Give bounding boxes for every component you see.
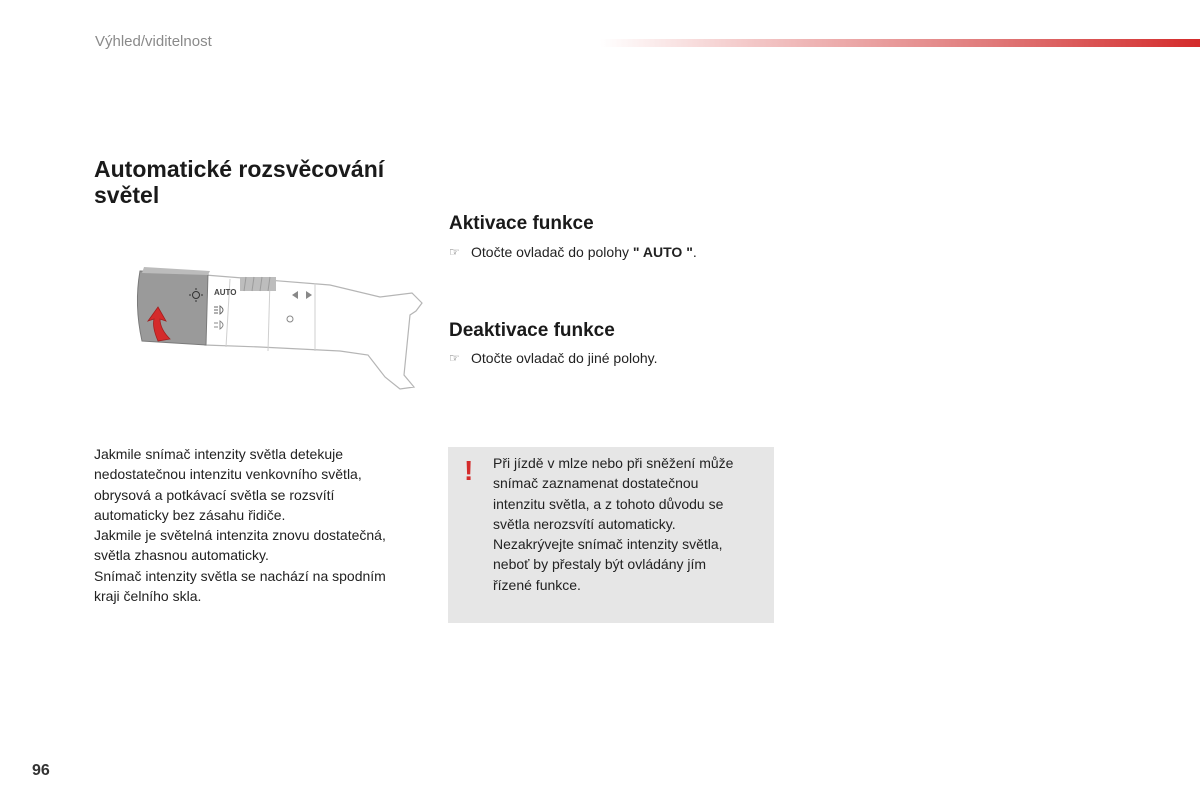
activation-step [449,244,697,260]
warning-exclamation-icon: ! [464,455,474,486]
warning-line: Nezakrývejte snímač intenzity světla, [493,536,723,553]
deactivation-step [449,350,658,366]
light-stalk-drawing [130,255,425,395]
description-line: Snímač intenzity světla se nachází na spodním [94,567,386,584]
activation-heading: Aktivace funkce [449,213,594,234]
warning-line: neboť by přestaly být ovládány jím [493,556,707,573]
description-line: automaticky bez zásahu řidiče. [94,506,286,523]
warning-line: snímač zaznamenat dostatečnou [493,475,699,492]
deactivation-text: Otočte ovladač do jiné polohy. [471,350,658,366]
description-line: světla zhasnou automaticky. [94,547,269,564]
activation-text-after: . [692,244,697,260]
auto-label: AUTO [214,288,237,297]
header-section-label: Výhled/viditelnost [95,33,212,50]
warning-text [493,453,763,595]
warning-box [448,447,774,623]
warning-line: Při jízdě v mlze nebo při sněžení může [493,455,734,471]
page-title-line-2: světel [94,182,160,208]
warning-line: světla nerozsvítí automaticky. [493,515,676,532]
light-stalk-illustration [130,255,425,395]
activation-text-bold: " AUTO " [632,244,693,260]
page-title [94,156,434,208]
description-line: obrysová a potkávací světla se rozsvítí [94,486,335,503]
pointing-hand-icon: ☞ [449,351,460,365]
description-text [94,444,424,606]
header-accent-bar [600,39,1200,47]
description-line: nedostatečnou intenzitu venkovního světla, [94,466,362,483]
activation-text-before: Otočte ovladač do polohy [471,244,633,260]
description-line: Jakmile je světelná intenzita znovu dostatečná, [94,527,386,544]
warning-line: řízené funkce. [493,576,581,593]
description-line: Jakmile snímač intenzity světla detekuje [94,446,343,462]
deactivation-heading: Deaktivace funkce [449,320,615,341]
description-line: kraji čelního skla. [94,588,202,605]
warning-line: intenzitu světla, a z tohoto důvodu se [493,495,724,512]
pointing-hand-icon: ☞ [449,245,460,259]
page-number: 96 [32,762,50,779]
page-title-line-1: Automatické rozsvěcování [94,156,385,182]
